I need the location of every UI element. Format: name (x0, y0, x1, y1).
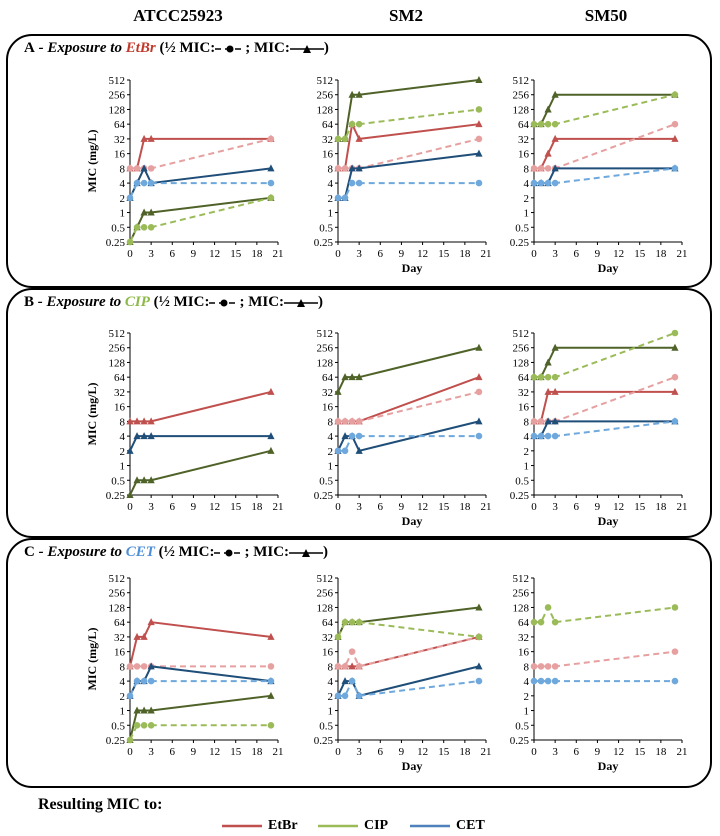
half-mic-legend-icon (209, 298, 239, 308)
y-tick-label: 4 (327, 178, 333, 191)
x-tick-label: 6 (573, 746, 580, 758)
y-tick-label: 4 (523, 676, 529, 689)
y-tick-label: 256 (512, 587, 529, 600)
x-tick-label: 21 (480, 501, 492, 513)
y-tick-label: 0.25 (105, 490, 125, 502)
y-tick-label: 1 (523, 207, 529, 220)
y-tick-label: 1 (327, 705, 333, 718)
x-tick-label: 3 (148, 248, 154, 260)
y-tick-label: 1 (119, 460, 125, 473)
x-tick-label: 6 (169, 248, 176, 260)
y-tick-label: 32 (322, 631, 333, 644)
x-tick-label: 9 (190, 248, 197, 260)
y-tick-label: 0.5 (111, 720, 125, 733)
y-tick-label: 0.5 (515, 720, 529, 733)
x-tick-label: 0 (127, 501, 133, 513)
legend-item-cet: CET (410, 818, 485, 834)
y-tick-label: 64 (322, 119, 333, 132)
y-tick-label: 64 (114, 617, 125, 630)
y-tick-label: 1 (327, 460, 333, 473)
y-axis-label: MIC (mg/L) (85, 129, 99, 193)
y-tick-label: 128 (512, 602, 529, 615)
x-axis-label: Day (597, 261, 619, 275)
y-tick-label: 8 (523, 416, 529, 429)
x-tick-label: 18 (459, 501, 471, 513)
x-tick-label: 18 (459, 248, 471, 260)
x-tick-label: 0 (127, 746, 133, 758)
y-tick-label: 128 (108, 357, 125, 370)
y-tick-label: 512 (108, 573, 125, 585)
y-tick-label: 2 (119, 445, 125, 458)
x-tick-label: 12 (209, 746, 221, 758)
y-tick-label: 64 (518, 372, 529, 385)
y-tick-label: 2 (523, 192, 529, 205)
y-tick-label: 32 (322, 133, 333, 146)
x-tick-label: 9 (594, 501, 601, 513)
y-tick-label: 256 (108, 342, 125, 355)
panel-b (6, 288, 712, 538)
y-tick-label: 8 (327, 661, 333, 674)
y-tick-label: 512 (316, 573, 333, 585)
half-mic-legend-icon (214, 548, 244, 558)
x-tick-label: 15 (634, 501, 646, 513)
y-tick-label: 1 (523, 460, 529, 473)
y-tick-label: 2 (327, 445, 333, 458)
y-tick-label: 8 (523, 661, 529, 674)
legend-line-cip (318, 823, 358, 829)
x-tick-label: 3 (148, 501, 154, 513)
x-tick-label: 18 (655, 501, 667, 513)
x-tick-label: 3 (552, 501, 558, 513)
y-tick-label: 64 (322, 372, 333, 385)
x-tick-label: 3 (148, 746, 154, 758)
y-tick-label: 0.25 (509, 490, 529, 502)
mic-legend-icon (290, 44, 324, 54)
y-tick-label: 64 (518, 617, 529, 630)
x-tick-label: 21 (480, 248, 492, 260)
x-tick-label: 6 (169, 746, 176, 758)
legend-item-cip: CIP (318, 818, 388, 834)
y-tick-label: 0.5 (319, 222, 333, 235)
x-tick-label: 0 (127, 248, 133, 260)
y-tick-label: 0.5 (319, 475, 333, 488)
y-tick-label: 256 (108, 89, 125, 102)
y-tick-label: 512 (108, 328, 125, 340)
y-tick-label: 256 (108, 587, 125, 600)
y-tick-label: 32 (518, 386, 529, 399)
x-tick-label: 21 (676, 248, 688, 260)
panel-c (6, 538, 712, 788)
y-tick-label: 16 (114, 646, 125, 659)
y-tick-label: 8 (119, 163, 125, 176)
half-mic-legend-icon (215, 44, 245, 54)
x-tick-label: 15 (438, 746, 450, 758)
y-tick-label: 0.25 (509, 237, 529, 249)
y-tick-label: 0.5 (111, 475, 125, 488)
y-tick-label: 64 (518, 119, 529, 132)
x-tick-label: 21 (272, 746, 284, 758)
x-tick-label: 6 (377, 248, 384, 260)
y-tick-label: 0.5 (111, 222, 125, 235)
x-tick-label: 3 (552, 248, 558, 260)
x-tick-label: 9 (594, 746, 601, 758)
y-tick-label: 128 (316, 357, 333, 370)
mic-legend-icon (284, 298, 318, 308)
x-tick-label: 15 (438, 248, 450, 260)
legend-title: Resulting MIC to: (38, 796, 163, 813)
y-tick-label: 16 (114, 148, 125, 161)
y-tick-label: 64 (114, 119, 125, 132)
x-tick-label: 6 (573, 501, 580, 513)
panel-b-title: B - Exposure to CIP (½ MIC: ; MIC: ) (24, 294, 324, 310)
y-tick-label: 256 (512, 89, 529, 102)
x-tick-label: 9 (398, 501, 405, 513)
y-tick-label: 64 (322, 617, 333, 630)
x-tick-label: 9 (398, 746, 405, 758)
y-tick-label: 0.5 (515, 475, 529, 488)
legend-line-cet (410, 823, 450, 829)
y-tick-label: 256 (512, 342, 529, 355)
y-tick-label: 1 (327, 207, 333, 220)
y-tick-label: 4 (327, 676, 333, 689)
y-tick-label: 1 (119, 705, 125, 718)
x-tick-label: 6 (573, 248, 580, 260)
x-tick-label: 9 (398, 248, 405, 260)
x-tick-label: 3 (356, 501, 362, 513)
x-tick-label: 15 (230, 746, 242, 758)
x-tick-label: 0 (335, 501, 341, 513)
x-tick-label: 15 (230, 501, 242, 513)
x-tick-label: 9 (594, 248, 601, 260)
panel-a-title: A - Exposure to EtBr (½ MIC: ; MIC: ) (24, 40, 329, 56)
y-tick-label: 512 (316, 75, 333, 87)
x-tick-label: 0 (531, 501, 537, 513)
y-tick-label: 2 (523, 690, 529, 703)
y-tick-label: 4 (327, 431, 333, 444)
y-tick-label: 16 (114, 401, 125, 414)
x-tick-label: 12 (209, 501, 221, 513)
x-tick-label: 15 (438, 501, 450, 513)
column-header-sm50: SM50 (584, 6, 628, 25)
y-tick-label: 2 (119, 192, 125, 205)
y-tick-label: 4 (523, 431, 529, 444)
y-tick-label: 1 (523, 705, 529, 718)
y-tick-label: 512 (108, 75, 125, 87)
x-tick-label: 15 (634, 746, 646, 758)
y-tick-label: 0.25 (313, 237, 333, 249)
y-tick-label: 512 (512, 573, 529, 585)
y-tick-label: 8 (327, 416, 333, 429)
x-tick-label: 3 (356, 248, 362, 260)
y-tick-label: 2 (327, 690, 333, 703)
y-tick-label: 0.25 (313, 735, 333, 747)
x-tick-label: 18 (459, 746, 471, 758)
column-header-atcc25923: ATCC25923 (133, 6, 223, 25)
y-tick-label: 0.25 (105, 237, 125, 249)
panel-a (6, 34, 712, 288)
x-tick-label: 12 (613, 248, 625, 260)
y-tick-label: 32 (114, 386, 125, 399)
x-tick-label: 18 (251, 746, 263, 758)
y-tick-label: 16 (518, 646, 529, 659)
x-tick-label: 21 (272, 501, 284, 513)
y-tick-label: 4 (119, 676, 125, 689)
y-tick-label: 16 (518, 148, 529, 161)
y-tick-label: 32 (114, 133, 125, 146)
x-tick-label: 3 (356, 746, 362, 758)
y-tick-label: 128 (316, 104, 333, 117)
x-axis-label: Day (401, 759, 423, 773)
y-tick-label: 2 (327, 192, 333, 205)
y-tick-label: 4 (119, 431, 125, 444)
x-axis-label: Day (597, 759, 619, 773)
y-tick-label: 32 (114, 631, 125, 644)
x-tick-label: 18 (655, 746, 667, 758)
y-tick-label: 256 (316, 342, 333, 355)
x-tick-label: 18 (251, 501, 263, 513)
x-tick-label: 21 (480, 746, 492, 758)
x-tick-label: 12 (417, 501, 429, 513)
y-tick-label: 4 (119, 178, 125, 191)
panel-c-title: C - Exposure to CET (½ MIC: ; MIC: ) (24, 544, 329, 560)
x-tick-label: 12 (613, 746, 625, 758)
x-tick-label: 6 (377, 746, 384, 758)
x-tick-label: 12 (209, 248, 221, 260)
y-tick-label: 1 (119, 207, 125, 220)
y-tick-label: 32 (322, 386, 333, 399)
y-axis-label: MIC (mg/L) (85, 627, 99, 691)
x-tick-label: 0 (531, 746, 537, 758)
y-tick-label: 256 (316, 587, 333, 600)
x-axis-label: Day (401, 261, 423, 275)
y-tick-label: 8 (119, 416, 125, 429)
column-header-sm2: SM2 (389, 6, 423, 25)
mic-legend-icon (289, 548, 323, 558)
y-tick-label: 2 (119, 690, 125, 703)
x-tick-label: 21 (272, 248, 284, 260)
x-tick-label: 0 (531, 248, 537, 260)
y-tick-label: 512 (512, 328, 529, 340)
y-tick-label: 128 (512, 104, 529, 117)
y-tick-label: 4 (523, 178, 529, 191)
x-tick-label: 21 (676, 746, 688, 758)
y-tick-label: 16 (322, 148, 333, 161)
x-tick-label: 15 (230, 248, 242, 260)
y-tick-label: 128 (108, 104, 125, 117)
x-tick-label: 18 (655, 248, 667, 260)
x-tick-label: 9 (190, 501, 197, 513)
x-tick-label: 6 (169, 501, 176, 513)
y-tick-label: 0.25 (313, 490, 333, 502)
y-tick-label: 0.5 (319, 720, 333, 733)
y-tick-label: 512 (316, 328, 333, 340)
y-tick-label: 16 (518, 401, 529, 414)
y-tick-label: 0.5 (515, 222, 529, 235)
y-tick-label: 8 (327, 163, 333, 176)
y-tick-label: 64 (114, 372, 125, 385)
y-tick-label: 512 (512, 75, 529, 87)
x-tick-label: 9 (190, 746, 197, 758)
x-tick-label: 15 (634, 248, 646, 260)
x-axis-label: Day (597, 514, 619, 528)
y-tick-label: 256 (316, 89, 333, 102)
y-tick-label: 0.25 (509, 735, 529, 747)
x-tick-label: 21 (676, 501, 688, 513)
x-axis-label: Day (401, 514, 423, 528)
x-tick-label: 18 (251, 248, 263, 260)
legend-line-etbr (222, 823, 262, 829)
y-tick-label: 8 (119, 661, 125, 674)
y-tick-label: 128 (316, 602, 333, 615)
y-axis-label: MIC (mg/L) (85, 382, 99, 446)
x-tick-label: 6 (377, 501, 384, 513)
x-tick-label: 0 (335, 746, 341, 758)
y-tick-label: 0.25 (105, 735, 125, 747)
x-tick-label: 12 (613, 501, 625, 513)
y-tick-label: 16 (322, 646, 333, 659)
y-tick-label: 32 (518, 133, 529, 146)
x-tick-label: 12 (417, 746, 429, 758)
y-tick-label: 8 (523, 163, 529, 176)
x-tick-label: 12 (417, 248, 429, 260)
y-tick-label: 128 (108, 602, 125, 615)
y-tick-label: 32 (518, 631, 529, 644)
y-tick-label: 2 (523, 445, 529, 458)
y-tick-label: 128 (512, 357, 529, 370)
x-tick-label: 3 (552, 746, 558, 758)
y-tick-label: 16 (322, 401, 333, 414)
x-tick-label: 0 (335, 248, 341, 260)
legend-item-etbr: EtBr (222, 818, 298, 834)
